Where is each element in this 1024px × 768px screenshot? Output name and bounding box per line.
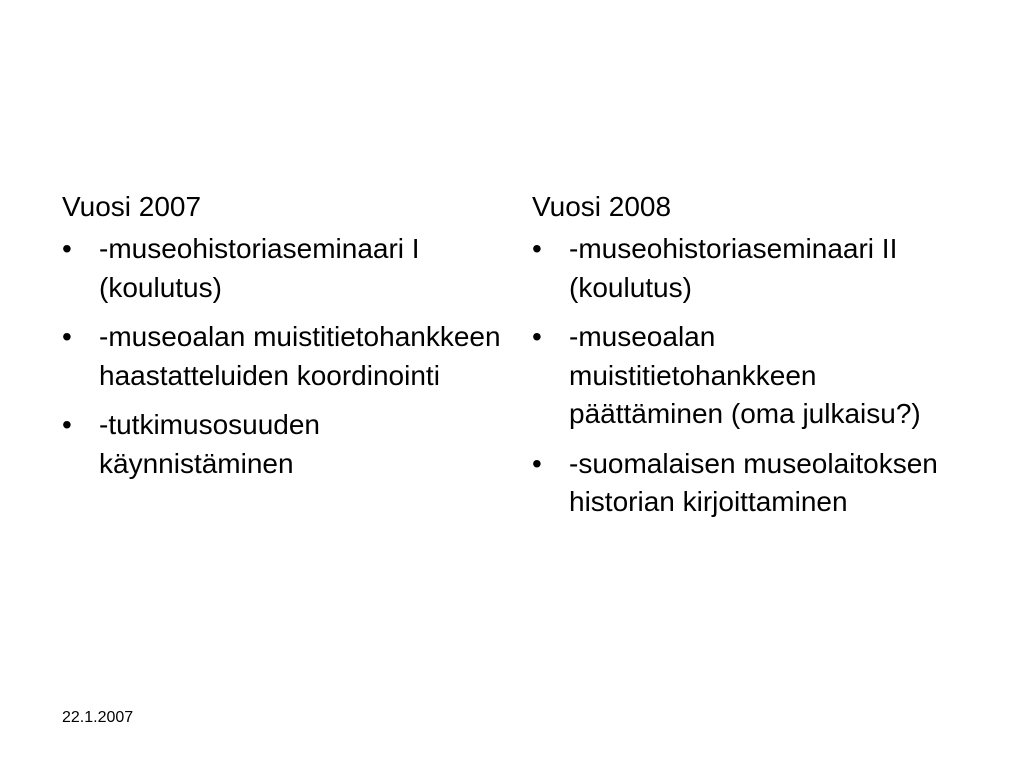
- list-item-text: -museoalan muistitietohankkeen haastatteluiden koordinointi: [99, 321, 501, 391]
- bullet-icon: •: [62, 321, 72, 352]
- list-item: [62, 230, 502, 307]
- list-item-text: -tutkimusosuuden käynnistäminen: [99, 409, 321, 479]
- list-item: [62, 318, 502, 395]
- bullet-icon: •: [62, 409, 72, 440]
- left-column: [62, 188, 502, 494]
- list-item: [532, 318, 972, 434]
- bullet-icon: •: [532, 447, 542, 479]
- right-bullet-list: [532, 230, 972, 522]
- bullet-icon: •: [532, 321, 542, 352]
- right-column-heading: Vuosi 2008: [532, 191, 672, 222]
- list-item: [62, 406, 502, 483]
- list-item-text: -museohistoriaseminaari I (koulutus): [99, 233, 420, 303]
- list-item-text: -suomalaisen museolaitoksen historian kirjoittaminen: [569, 447, 938, 517]
- right-column: [532, 188, 972, 533]
- list-item: [532, 445, 972, 522]
- bullet-icon: •: [62, 233, 72, 264]
- footer-date: 22.1.2007: [62, 709, 134, 726]
- bullet-icon: •: [532, 233, 542, 264]
- list-item: [532, 230, 972, 307]
- left-column-heading: Vuosi 2007: [62, 191, 202, 222]
- list-item-text: -museohistoriaseminaari II (koulutus): [569, 233, 898, 303]
- left-bullet-list: [62, 230, 502, 483]
- list-item-text: -museoalan muistitietohankkeen päättäminen (oma julkaisu?): [569, 321, 921, 429]
